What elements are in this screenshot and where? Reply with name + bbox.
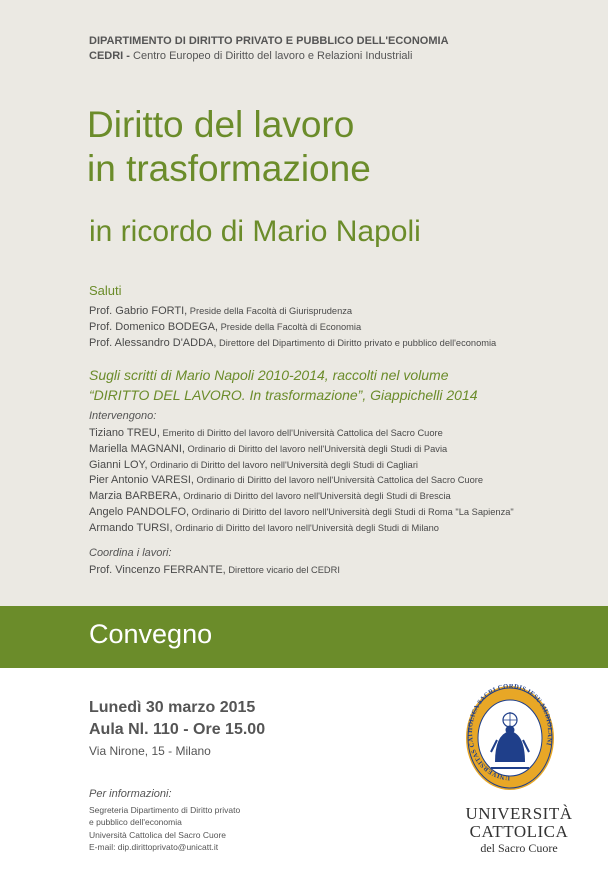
- speaker-role: Direttore del Dipartimento di Diritto privato e pubblico dell'economia: [216, 337, 497, 348]
- subtitle: in ricordo di Mario Napoli: [89, 215, 421, 248]
- university-line-1: UNIVERSITÀ: [465, 804, 573, 823]
- convegno-band: [0, 606, 608, 668]
- university-line-2: CATTOLICA: [469, 822, 569, 841]
- list-item: [89, 336, 496, 352]
- book-line-1: Sugli scritti di Mario Napoli 2010-2014, raccolti nel volume: [89, 367, 449, 383]
- list-item: [89, 320, 496, 336]
- list-item: [89, 442, 514, 458]
- speaker-name: Mariella MAGNANI,: [89, 442, 185, 455]
- cedri-line: [89, 49, 449, 64]
- list-item: [89, 426, 514, 442]
- list-item: [89, 489, 514, 505]
- speaker-name: Armando TURSI,: [89, 521, 173, 534]
- speaker-role: Emerito di Diritto del lavoro dell'Università Cattolica del Sacro Cuore: [159, 428, 443, 438]
- speaker-role: Ordinario di Diritto del lavoro nell'Università Cattolica del Sacro Cuore: [193, 475, 484, 486]
- cedri-full-name: Centro Europeo di Diritto del lavoro e Relazioni Industriali: [129, 50, 413, 62]
- book-reference: [89, 365, 478, 405]
- saluti-list: [89, 304, 496, 351]
- speaker-name: Prof. Domenico BODEGA,: [89, 320, 218, 333]
- info-line: Università Cattolica del Sacro Cuore: [89, 829, 227, 840]
- intervengono-heading: Intervengono:: [89, 410, 157, 422]
- speaker-name: Tiziano TREU,: [89, 427, 160, 439]
- speaker-role: Ordinario di Diritto del lavoro nell'Università degli Studi di Brescia: [180, 491, 451, 502]
- title-line-2: in trasformazione: [87, 148, 371, 189]
- speaker-name: Prof. Vincenzo FERRANTE,: [89, 564, 226, 576]
- band-label: Convegno: [89, 619, 213, 649]
- department-header: [89, 34, 449, 64]
- list-item: [89, 563, 340, 579]
- speaker-role: Ordinario di Diritto del lavoro nell'Università degli Studi di Milano: [172, 522, 439, 533]
- event-date: Lunedì 30 marzo 2015: [89, 699, 256, 716]
- speaker-role: Preside della Facoltà di Giurisprudenza: [187, 306, 353, 316]
- cedri-acronym: CEDRI -: [89, 50, 130, 62]
- coordina-heading: Coordina i lavori:: [89, 547, 172, 559]
- book-line-2: “DIRITTO DEL LAVORO. In trasformazione”, Giappichelli 2014: [89, 387, 478, 403]
- info-heading: Per informazioni:: [89, 788, 172, 800]
- list-item: [89, 521, 514, 537]
- event-room-time: Aula Nl. 110 - Ore 15.00: [89, 721, 266, 738]
- speaker-role: Direttore vicario del CEDRI: [225, 565, 340, 575]
- main-title: [87, 103, 371, 191]
- info-line: Segreteria Dipartimento di Diritto privato: [89, 805, 241, 815]
- speaker-role: Ordinario di Diritto del lavoro nell'Università degli Studi di Roma "La Sapienza": [189, 506, 514, 517]
- saluti-heading: Saluti: [89, 283, 122, 298]
- speaker-name: Gianni LOY,: [89, 458, 148, 471]
- coordina-line: [89, 563, 340, 579]
- title-line-1: Diritto del lavoro: [87, 104, 355, 145]
- list-item: [89, 473, 514, 489]
- speaker-name: Prof. Gabrio FORTI,: [89, 305, 188, 317]
- event-address: Via Nirone, 15 - Milano: [89, 744, 211, 758]
- department-name: DIPARTIMENTO DI DIRITTO PRIVATO E PUBBLICO DELL'ECONOMIA: [89, 35, 449, 47]
- info-email[interactable]: E-mail: dip.dirittoprivato@unicatt.it: [89, 841, 219, 852]
- info-block: [89, 804, 240, 853]
- list-item: [89, 458, 514, 474]
- university-seal-icon: [465, 684, 555, 792]
- intervengono-list: [89, 426, 514, 537]
- speaker-name: Angelo PANDOLFO,: [89, 505, 190, 518]
- list-item: [89, 304, 496, 320]
- list-item: [89, 505, 514, 521]
- university-name: [464, 805, 574, 855]
- speaker-role: Preside della Facoltà di Economia: [218, 321, 362, 332]
- seal-text: UNIVERSITAS CATHOLICA SACRI CORDIS IESU MEDIOLANI: [466, 684, 554, 782]
- speaker-name: Prof. Alessandro D'ADDA,: [89, 336, 217, 349]
- university-line-3: del Sacro Cuore: [480, 841, 558, 855]
- speaker-name: Pier Antonio VARESI,: [89, 474, 194, 487]
- event-datetime: [89, 697, 265, 741]
- speaker-name: Marzia BARBERA,: [89, 490, 181, 503]
- speaker-role: Ordinario di Diritto del lavoro nell'Università degli Studi di Cagliari: [147, 459, 418, 470]
- speaker-role: Ordinario di Diritto del lavoro nell'Università degli Studi di Pavia: [184, 443, 448, 454]
- info-line: e pubblico dell'economia: [89, 817, 182, 828]
